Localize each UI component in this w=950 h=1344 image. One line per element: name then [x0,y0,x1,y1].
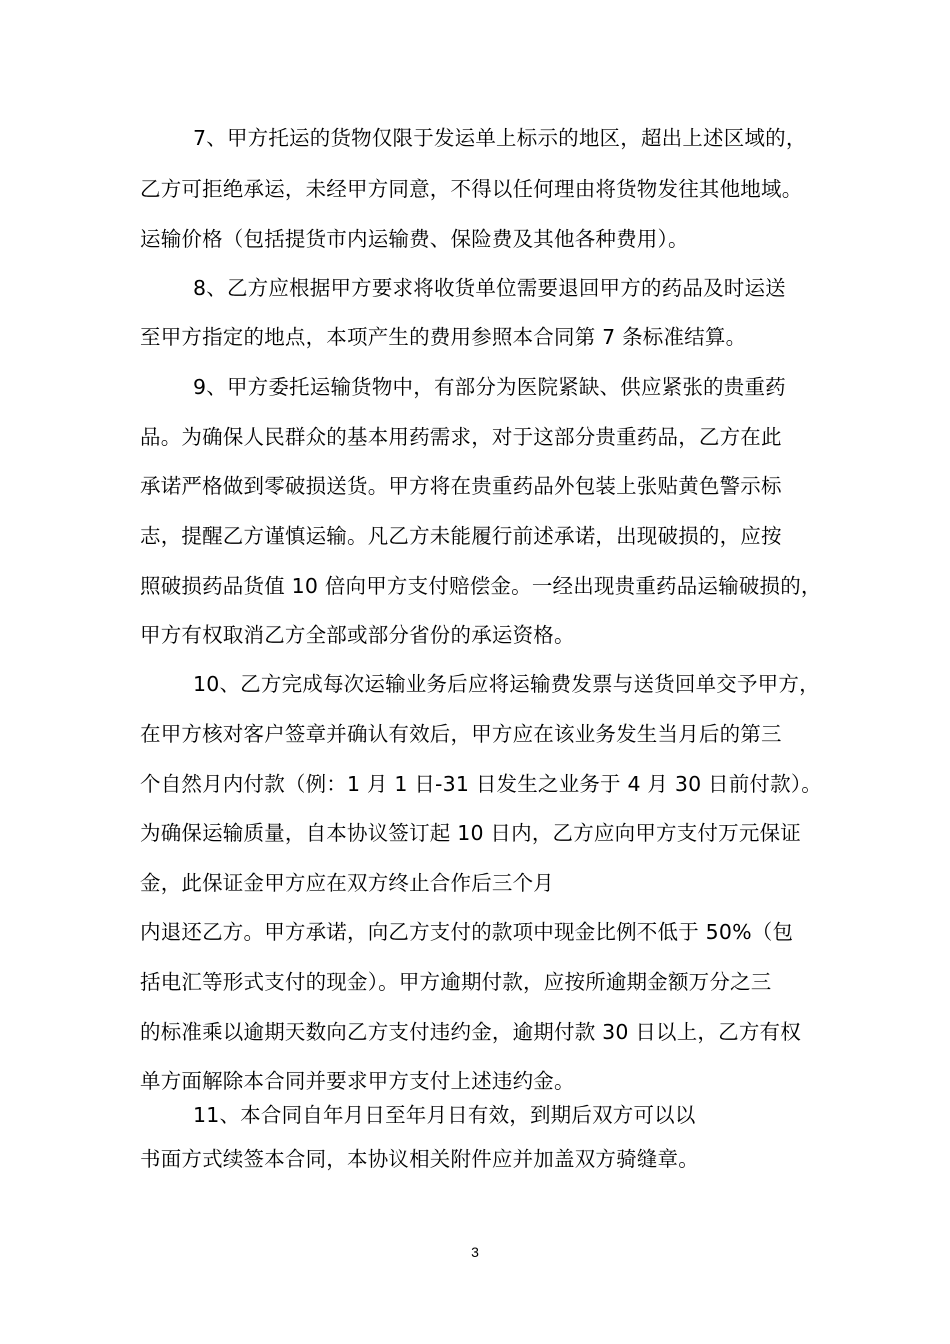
text-line: 志，提醒乙方谨慎运输。凡乙方未能履行前述承诺，出现破损的，应按 [140,524,782,548]
text-line: 照破损药品货值 10 倍向甲方支付赔偿金。一经出现贵重药品运输破损的， [140,574,822,598]
text-line: 甲方有权取消乙方全部或部分省份的承运资格。 [140,623,575,647]
text-line: 10、乙方完成每次运输业务后应将运输费发票与送货回单交予甲方， [193,672,820,696]
text-line: 承诺严格做到零破损送货。甲方将在贵重药品外包装上张贴黄色警示标 [140,474,782,498]
text-line: 单方面解除本合同并要求甲方支付上述违约金。 [140,1069,575,1093]
text-line: 括电汇等形式支付的现金）。甲方逾期付款，应按所逾期金额万分之三 [140,970,772,994]
text-line: 金，此保证金甲方应在双方终止合作后三个月 [140,871,554,895]
text-line: 个自然月内付款（例：1 月 1 日-31 日发生之业务于 4 月 30 日前付款）。 [140,772,822,796]
text-line: 品。为确保人民群众的基本用药需求，对于这部分贵重药品，乙方在此 [140,425,782,449]
text-line: 的标准乘以逾期天数向乙方支付违约金，逾期付款 30 日以上，乙方有权 [140,1020,801,1044]
text-line: 在甲方核对客户签章并确认有效后，甲方应在该业务发生当月后的第三 [140,722,782,746]
page-number: 3 [471,1244,479,1260]
text-line: 8、乙方应根据甲方要求将收货单位需要退回甲方的药品及时运送 [193,276,786,300]
text-line: 至甲方指定的地点，本项产生的费用参照本合同第 7 条标准结算。 [140,325,747,349]
text-line: 9、甲方委托运输货物中，有部分为医院紧缺、供应紧张的贵重药 [193,375,786,399]
text-line: 书面方式续签本合同，本协议相关附件应并加盖双方骑缝章。 [140,1147,699,1171]
text-line: 运输价格（包括提货市内运输费、保险费及其他各种费用）。 [140,227,689,251]
text-line: 7、甲方托运的货物仅限于发运单上标示的地区，超出上述区域的， [193,126,807,150]
text-line: 11、本合同自年月日至年月日有效，到期后双方可以以 [193,1103,696,1127]
text-line: 为确保运输质量，自本协议签订起 10 日内，乙方应向甲方支付万元保证 [140,821,801,845]
text-line: 乙方可拒绝承运，未经甲方同意，不得以任何理由将货物发往其他地域。 [140,177,803,201]
text-line: 内退还乙方。甲方承诺，向乙方支付的款项中现金比例不低于 50%（包 [140,920,794,944]
